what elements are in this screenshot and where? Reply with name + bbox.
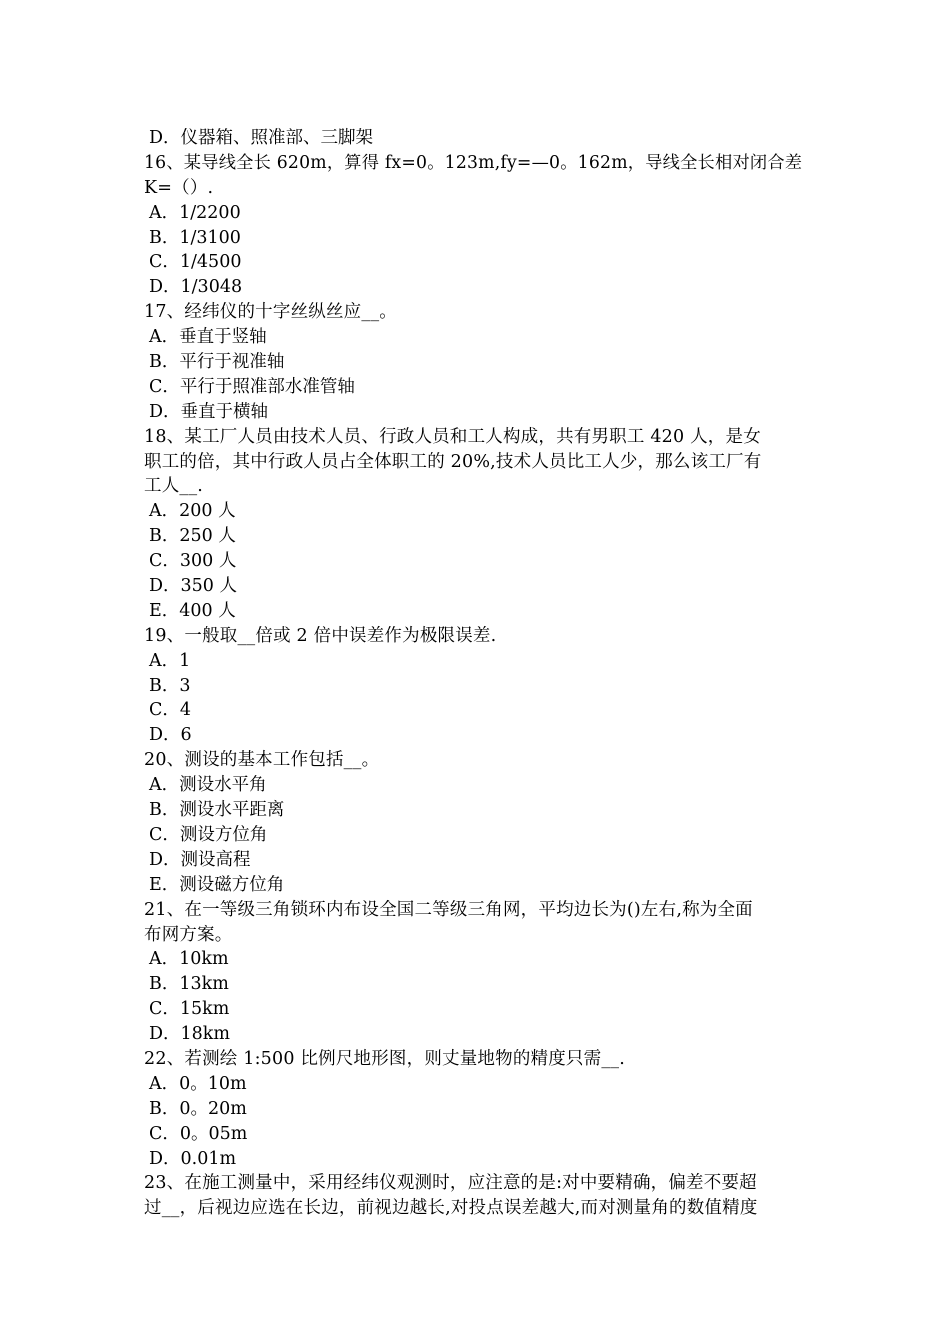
answer-option: A．垂直于竖轴	[149, 327, 267, 348]
answer-option: E．400 人	[149, 600, 236, 621]
answer-option: B．13km	[149, 974, 229, 995]
answer-option: C．平行于照准部水准管轴	[149, 376, 355, 397]
answer-option: B．0。20m	[149, 1098, 247, 1119]
answer-option: C．300 人	[149, 551, 237, 572]
question-text-line: 17、经纬仪的十字丝纵丝应__。	[144, 302, 397, 323]
question-text-line: 18、某工厂人员由技术人员、行政人员和工人构成，共有男职工 420 人，是女	[144, 426, 761, 447]
answer-option: B．测设水平距离	[149, 800, 285, 821]
answer-option: B．平行于视准轴	[149, 352, 285, 373]
answer-option: A．测设水平角	[149, 775, 267, 796]
question-text-line: 过__，后视边应选在长边，前视边越长,对投点误差越大,而对测量角的数值精度	[144, 1198, 758, 1219]
answer-option: D．6	[149, 725, 192, 746]
answer-option: B．3	[149, 675, 191, 696]
answer-option: B．250 人	[149, 526, 236, 547]
question-text-line: 19、一般取__倍或 2 倍中误差作为极限误差.	[144, 625, 497, 646]
answer-option: D．0.01m	[149, 1148, 237, 1169]
answer-option: D．测设高程	[149, 849, 251, 870]
answer-option: D．1/3048	[149, 277, 243, 298]
answer-option: D．仪器箱、照准部、三脚架	[149, 128, 374, 148]
answer-option: B．1/3100	[149, 227, 241, 248]
question-text-line: 22、若测绘 1:500 比例尺地形图，则丈量地物的精度只需__.	[144, 1048, 625, 1069]
answer-option: D．18km	[149, 1024, 230, 1045]
answer-option: C．1/4500	[149, 252, 242, 273]
question-text-line: 23、在施工测量中，采用经纬仪观测时，应注意的是:对中要精确，偏差不要超	[144, 1173, 757, 1194]
answer-option: C．测设方位角	[149, 824, 268, 845]
question-text-line: 21、在一等级三角锁环内布设全国二等级三角网，平均边长为()左右,称为全面	[144, 899, 753, 920]
answer-option: C．0。05m	[149, 1123, 248, 1144]
answer-option: A．10km	[149, 949, 229, 970]
question-text-line: 职工的倍，其中行政人员占全体职工的 20%,技术人员比工人少，那么该工厂有	[144, 451, 762, 472]
question-text-line: 工人__.	[144, 476, 204, 497]
answer-option: D．350 人	[149, 576, 237, 597]
answer-option: A．200 人	[149, 501, 236, 522]
question-text-line: 20、测设的基本工作包括__。	[144, 750, 380, 771]
answer-option: C．4	[149, 700, 192, 721]
question-text-line: 16、某导线全长 620m，算得 fx=0。123m,fy=—0。162m，导线全长相对闭合差	[144, 152, 803, 173]
question-text-line: 布网方案。	[144, 924, 233, 945]
answer-option: C．15km	[149, 999, 230, 1020]
answer-option: A．0。10m	[149, 1073, 247, 1094]
question-text-line: K=（）.	[144, 177, 214, 198]
answer-option: D．垂直于横轴	[149, 401, 269, 422]
answer-option: A．1	[149, 650, 191, 671]
answer-option: A．1/2200	[149, 202, 241, 223]
answer-option: E．测设磁方位角	[149, 874, 285, 895]
document-body	[144, 126, 808, 1221]
